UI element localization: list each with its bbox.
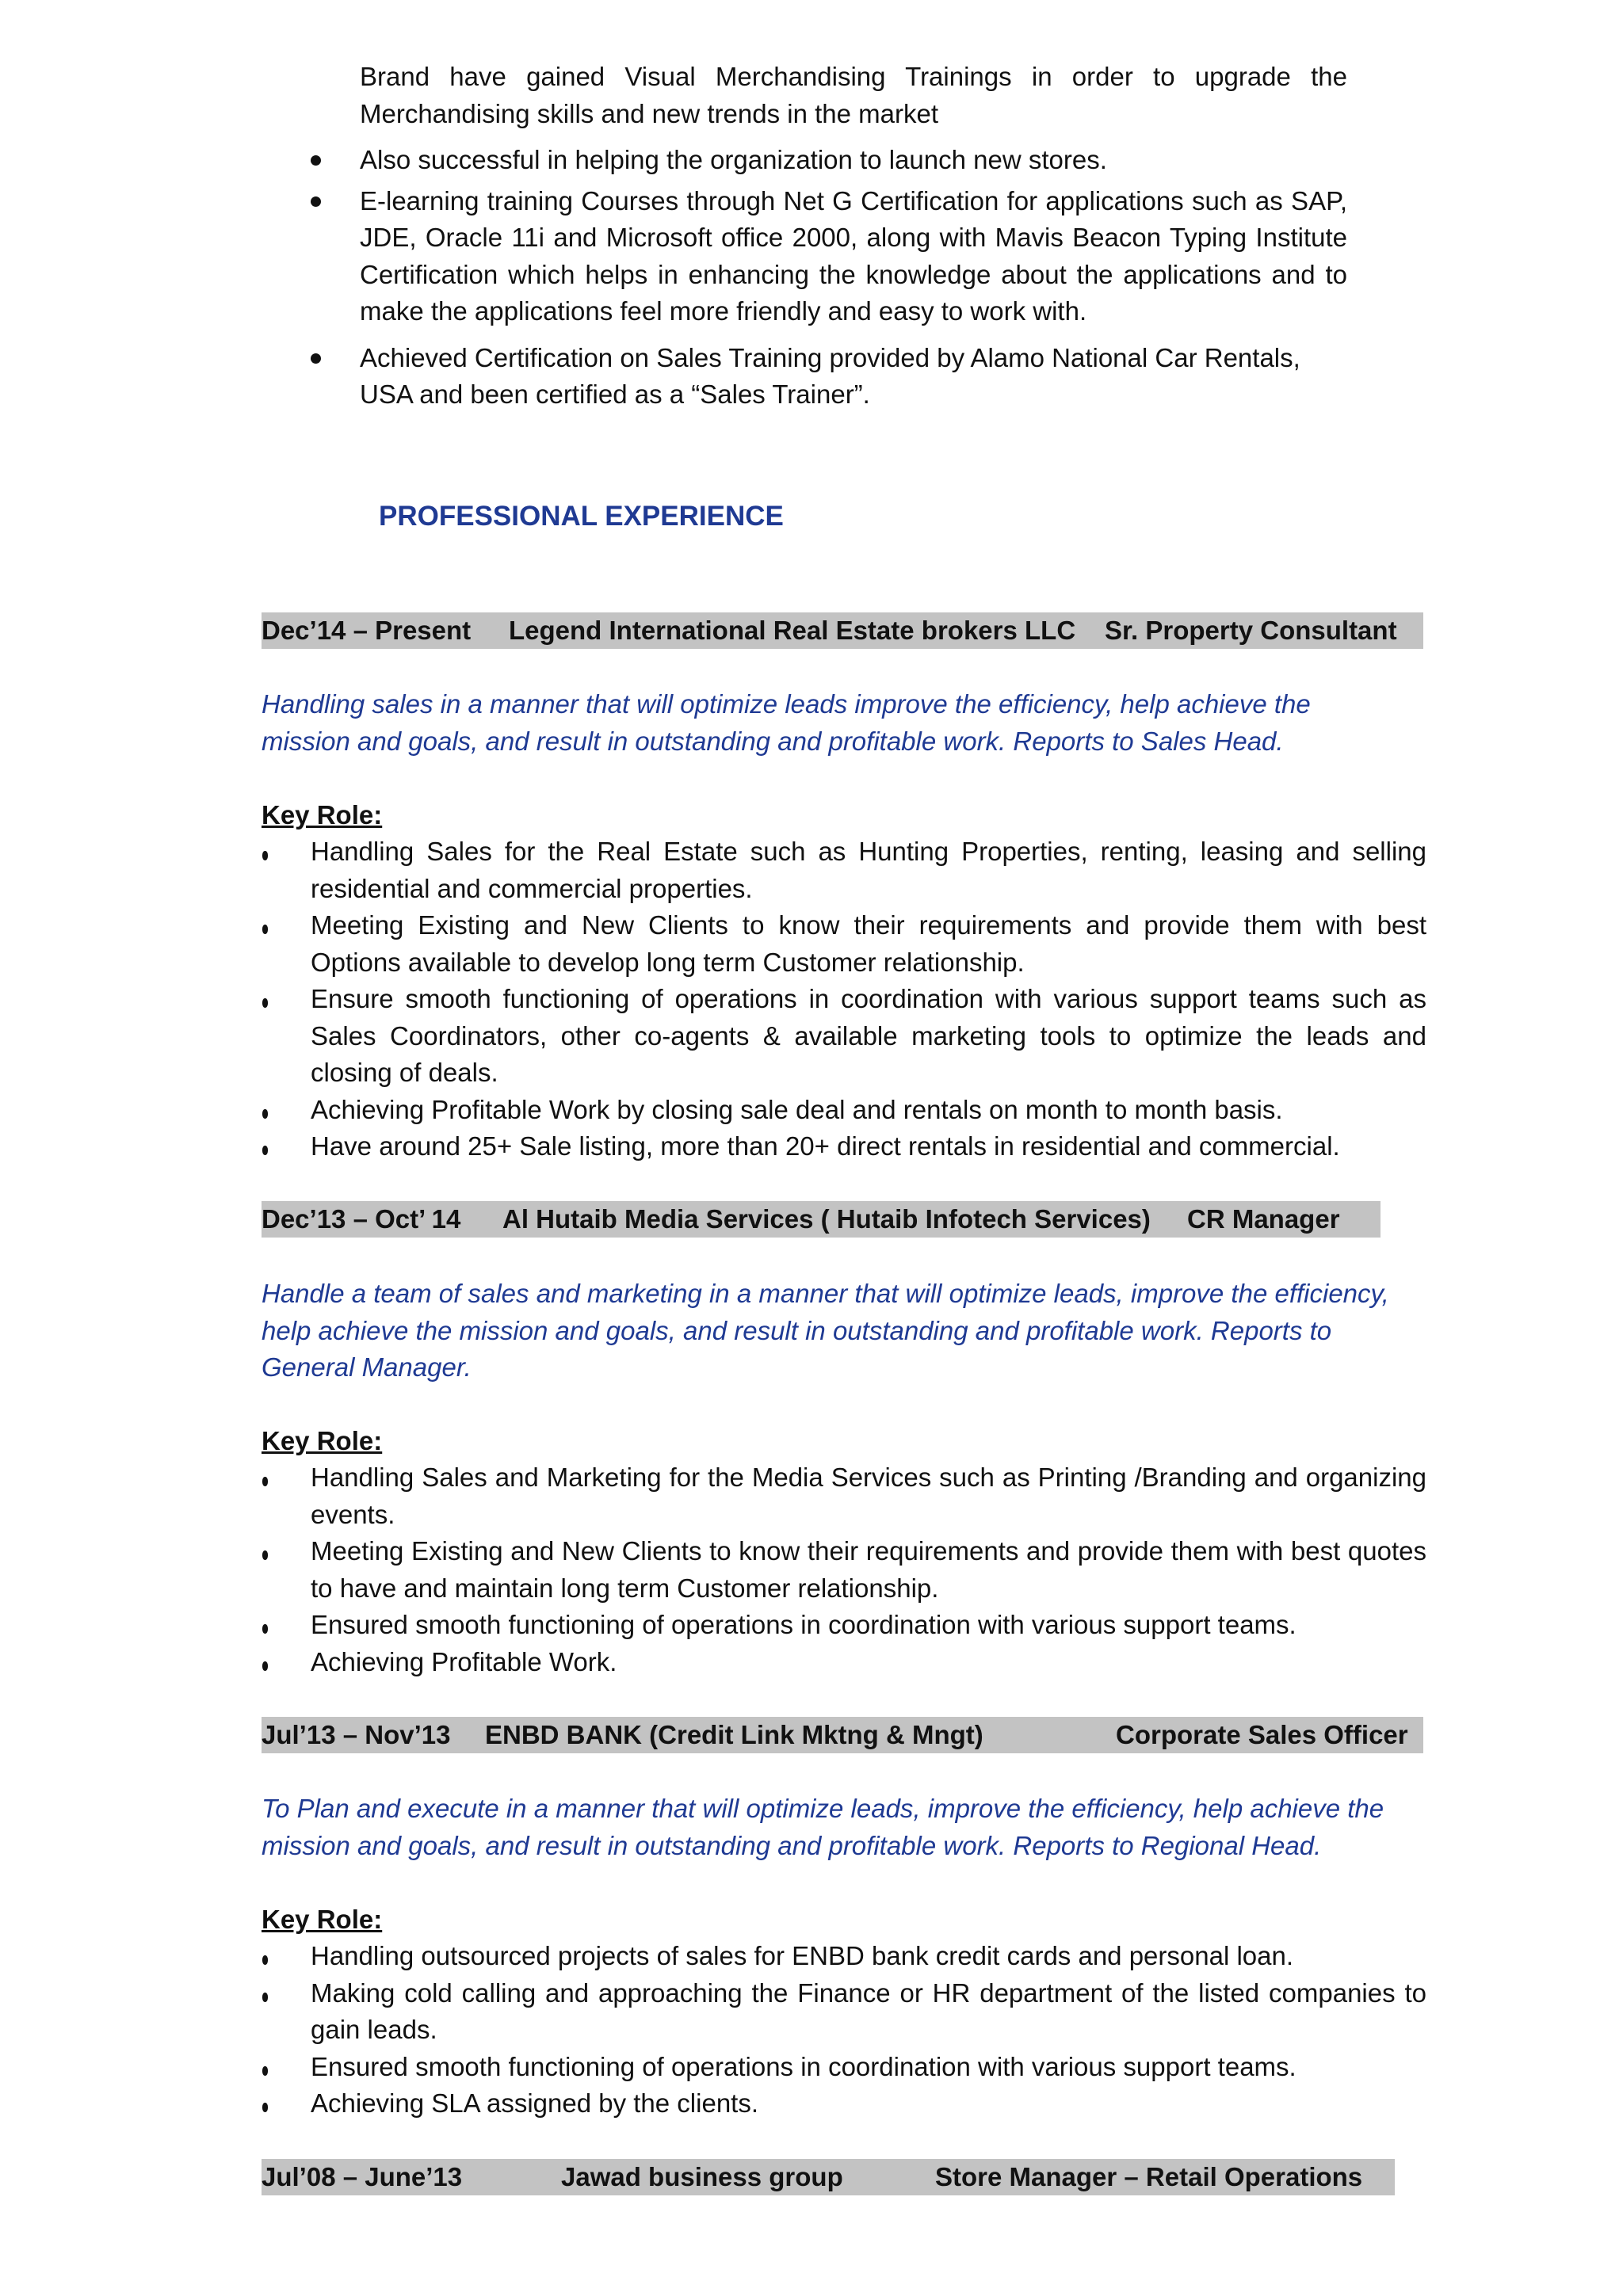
key-role-list bbox=[311, 1938, 1426, 2122]
key-role-list bbox=[311, 833, 1426, 1165]
job-company: Jawad business group bbox=[561, 2162, 843, 2191]
bullet-icon bbox=[311, 196, 321, 207]
key-role-item: Have around 25+ Sale listing, more than 20+ direct rentals in residential and commercial. bbox=[311, 1128, 1426, 1165]
key-role-item: Ensured smooth functioning of operations in coordination with various support teams. bbox=[311, 2049, 1426, 2086]
key-role-item: Achieving Profitable Work. bbox=[311, 1644, 1426, 1681]
bullet-icon bbox=[262, 851, 268, 860]
key-role-item: Achieving Profitable Work by closing sale deal and rentals on month to month basis. bbox=[311, 1092, 1426, 1129]
bullet-icon bbox=[262, 1993, 268, 2002]
key-role-item: Handling Sales for the Real Estate such as Hunting Properties, renting, leasing and selling residential and commercial properties. bbox=[311, 833, 1426, 907]
bullet-icon bbox=[262, 998, 268, 1008]
job-period: Jul’13 – Nov’13 bbox=[262, 1720, 451, 1749]
job-company: Legend International Real Estate brokers LLC bbox=[509, 616, 1076, 645]
key-role-label: Key Role: bbox=[262, 1905, 383, 1934]
bullet-icon bbox=[262, 2066, 268, 2076]
job-period: Dec’14 – Present bbox=[262, 616, 472, 645]
job-period: Jul’08 – June’13 bbox=[262, 2162, 463, 2191]
bullet-icon bbox=[311, 353, 321, 364]
section-title: PROFESSIONAL EXPERIENCE bbox=[379, 501, 784, 532]
bullet-icon bbox=[262, 1477, 268, 1486]
training-bullet: Achieved Certification on Sales Training provided by Alamo National Car Rentals, USA and been certified as a “Sales Trainer”. bbox=[360, 340, 1347, 414]
bullet-icon bbox=[262, 925, 268, 934]
key-role-item: Making cold calling and approaching the Finance or HR department of the listed companies to gain leads. bbox=[311, 1975, 1426, 2049]
key-role-item: Handling outsourced projects of sales for ENBD bank credit cards and personal loan. bbox=[311, 1938, 1426, 1975]
key-role-item: Meeting Existing and New Clients to know their requirements and provide them with best quotes to have and maintain long term Customer relationship. bbox=[311, 1533, 1426, 1607]
job-period: Dec’13 – Oct’ 14 bbox=[262, 1204, 461, 1234]
key-role-item: Ensure smooth functioning of operations in coordination with various support teams such as Sales Coordinators, other co-agents & available marketing tools to optimize the leads and closing of deals. bbox=[311, 981, 1426, 1092]
bullet-icon bbox=[262, 1146, 268, 1155]
job-title: Corporate Sales Officer bbox=[1116, 1720, 1408, 1749]
key-role-label: Key Role: bbox=[262, 800, 383, 830]
job-header bbox=[262, 2159, 1395, 2195]
job-company: ENBD BANK (Credit Link Mktng & Mngt) bbox=[485, 1720, 983, 1749]
bullet-icon bbox=[262, 1661, 268, 1671]
job-title: Sr. Property Consultant bbox=[1105, 616, 1397, 645]
key-role-list bbox=[311, 1459, 1426, 1680]
training-bullet: E-learning training Courses through Net G Certification for applications such as SAP, JDE, Oracle 11i and Microsoft office 2000, along with Mavis Beacon Typing Institute Certification which helps in enhancing the knowledge about the applications and to make the applications feel more friendly and easy to work with. bbox=[360, 183, 1347, 330]
job-header bbox=[262, 1201, 1381, 1238]
bullet-icon bbox=[262, 1955, 268, 1965]
key-role-item: Handling Sales and Marketing for the Media Services such as Printing /Branding and organizing events. bbox=[311, 1459, 1426, 1533]
job-header bbox=[262, 1717, 1423, 1753]
job-summary: Handle a team of sales and marketing in a manner that will optimize leads, improve the efficiency, help achieve the mission and goals, and result in outstanding and profitable work. Reports to General Manager. bbox=[262, 1279, 1389, 1382]
training-bullet: Also successful in helping the organization to launch new stores. bbox=[360, 142, 1347, 179]
bullet-icon bbox=[311, 155, 321, 166]
job-title: CR Manager bbox=[1187, 1204, 1340, 1234]
job-summary: Handling sales in a manner that will optimize leads improve the efficiency, help achieve the mission and goals, and result in outstanding and profitable work. Reports to Sales Head. bbox=[262, 689, 1311, 756]
bullet-icon bbox=[262, 1109, 268, 1119]
bullet-icon bbox=[262, 1624, 268, 1634]
key-role-item: Ensured smooth functioning of operations in coordination with various support teams. bbox=[311, 1607, 1426, 1644]
key-role-label: Key Role: bbox=[262, 1426, 383, 1455]
bullet-icon bbox=[262, 1550, 268, 1560]
key-role-item: Achieving SLA assigned by the clients. bbox=[311, 2085, 1426, 2122]
training-continuation: Brand have gained Visual Merchandising Trainings in order to upgrade the Merchandising skills and new trends in the market bbox=[360, 62, 1347, 128]
bullet-icon bbox=[262, 2103, 268, 2112]
job-title: Store Manager – Retail Operations bbox=[935, 2162, 1363, 2191]
job-company: Al Hutaib Media Services ( Hutaib Infotech Services) bbox=[502, 1204, 1151, 1234]
key-role-item: Meeting Existing and New Clients to know their requirements and provide them with best Options available to develop long term Customer relationship. bbox=[311, 907, 1426, 981]
job-summary: To Plan and execute in a manner that will optimize leads, improve the efficiency, help achieve the mission and goals, and result in outstanding and profitable work. Reports to Regional Head. bbox=[262, 1794, 1384, 1860]
training-list bbox=[360, 59, 1347, 414]
job-header bbox=[262, 612, 1423, 649]
